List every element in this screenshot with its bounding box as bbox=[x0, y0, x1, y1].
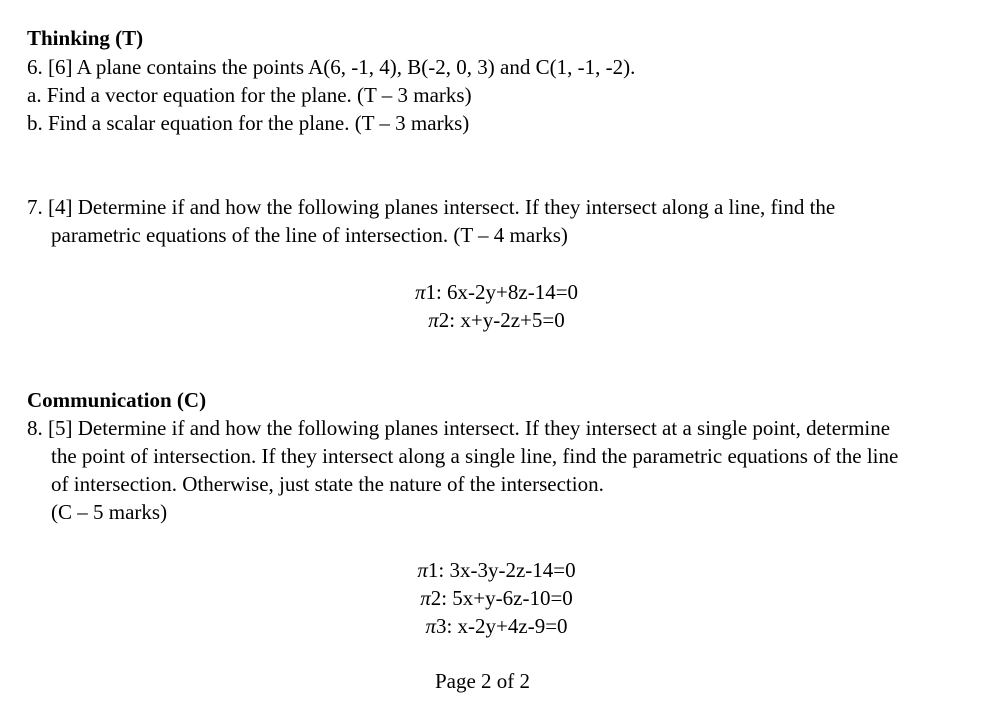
pi-symbol: π bbox=[425, 614, 436, 638]
equation-pi-2 bbox=[0, 584, 993, 612]
equation-text: 1: 6x-2y+8z-14=0 bbox=[425, 280, 579, 304]
pi-symbol: π bbox=[417, 558, 428, 582]
question-7-line-2: parametric equations of the line of intersection. (T – 4 marks) bbox=[51, 223, 568, 247]
question-8-line-2: the point of intersection. If they intersect along a single line, find the parametric equations of the line bbox=[51, 444, 899, 468]
equation-pi-2 bbox=[0, 306, 993, 334]
question-6a: a. Find a vector equation for the plane. (T – 3 marks) bbox=[27, 83, 472, 107]
equation-text: 2: 5x+y-6z-10=0 bbox=[430, 586, 573, 610]
question-8-line-3: of intersection. Otherwise, just state the nature of the intersection. bbox=[51, 472, 604, 496]
thinking-heading: Thinking (T) bbox=[27, 26, 144, 50]
equation-pi-3 bbox=[0, 612, 993, 640]
question-7-line-1: 7. [4] Determine if and how the following planes intersect. If they intersect along a line, find the bbox=[27, 195, 836, 219]
communication-heading: Communication (C) bbox=[27, 388, 207, 412]
equation-text: 3: x-2y+4z-9=0 bbox=[435, 614, 568, 638]
pi-symbol: π bbox=[420, 586, 431, 610]
question-8-line-4: (C – 5 marks) bbox=[51, 500, 168, 524]
question-8-equations bbox=[0, 556, 993, 640]
equation-text: 1: 3x-3y-2z-14=0 bbox=[427, 558, 576, 582]
equation-pi-1 bbox=[0, 278, 993, 306]
question-6b: b. Find a scalar equation for the plane. (T – 3 marks) bbox=[27, 111, 470, 135]
pi-symbol: π bbox=[428, 308, 439, 332]
equation-text: 2: x+y-2z+5=0 bbox=[438, 308, 565, 332]
question-6-stem: 6. [6] A plane contains the points A(6, -1, 4), B(-2, 0, 3) and C(1, -1, -2). bbox=[27, 55, 636, 79]
page-number: Page 2 of 2 bbox=[434, 669, 531, 693]
equation-pi-1 bbox=[0, 556, 993, 584]
pi-symbol: π bbox=[414, 280, 426, 304]
question-8-line-1: 8. [5] Determine if and how the following planes intersect. If they intersect at a single point, determine bbox=[27, 416, 891, 440]
question-7-equations bbox=[0, 278, 993, 334]
